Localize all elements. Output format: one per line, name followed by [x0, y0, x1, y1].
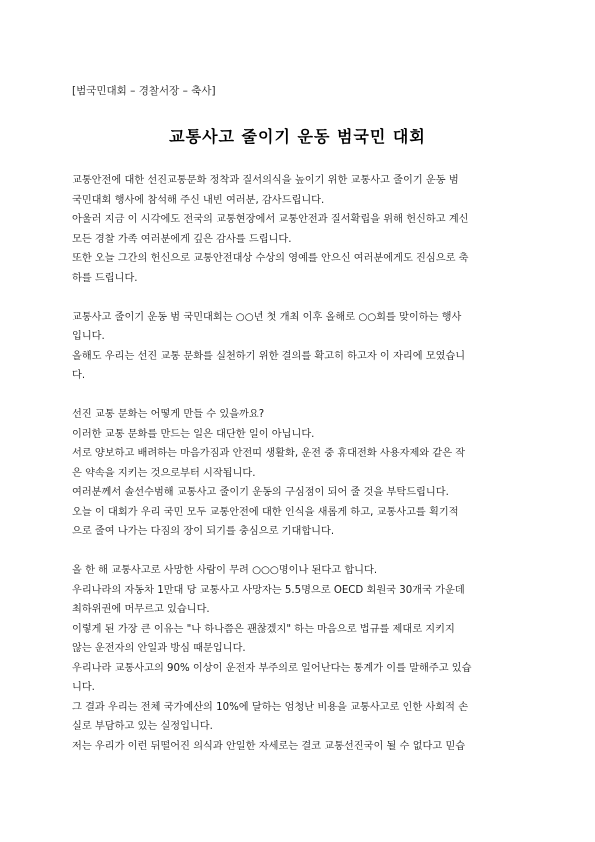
document-category-tag: [범국민대회 – 경찰서장 – 축사] — [72, 85, 216, 97]
text-line: 저는 우리가 이런 뒤떨어진 의식과 안일한 자세로는 결코 교통선진국이 될 수 없다고 믿습 — [72, 740, 466, 752]
paragraph-gap — [72, 542, 532, 562]
text-line: 교통안전에 대한 선진교통문화 정착과 질서의식을 높이기 위한 교통사고 줄이기 운동 범 — [72, 175, 459, 186]
text-line: 우리나라 교통사고의 90% 이상이 운전자 부주의로 일어난다는 통계가 이를 말해주고 있습 — [72, 662, 472, 674]
text-line: 으로 줄여 나가는 다짐의 장이 되기를 충심으로 기대합니다. — [72, 526, 335, 537]
text-line: 않는 운전자의 안일과 방심 때문입니다. — [72, 643, 246, 654]
text-line: 교통사고 줄이기 운동 범 국민대회는 ○○년 첫 개최 이후 올해로 ○○회를 맞이하는 행사 — [72, 311, 462, 323]
text-line: 올해도 우리는 선진 교통 문화를 실천하기 위한 결의를 확고히 하고자 이 자리에 모였습니 — [72, 350, 466, 362]
text-line: 우리나라의 자동차 1만대 당 교통사고 사망자는 5.5명으로 OECD 회원국 30개국 가운데 — [72, 584, 465, 596]
text-line: 모든 경찰 가족 여러분에게 깊은 감사를 드립니다. — [72, 233, 292, 245]
text-line: 이러한 교통 문화를 만드는 일은 대단한 일이 아닙니다. — [72, 428, 315, 440]
text-line: 그 결과 우리는 전체 국가예산의 10%에 달하는 엄청난 비용을 교통사고로 인한 사회적 손 — [72, 701, 469, 713]
document-title: 교통사고 줄이기 운동 범국민 대회 — [169, 127, 426, 146]
paragraph-statistics — [72, 561, 532, 756]
text-line: 니다. — [72, 682, 95, 693]
text-line: 여러분께서 솔선수범해 교통사고 줄이기 운동의 구심점이 되어 줄 것을 부탁드립니다. — [72, 487, 449, 498]
text-line: 아울러 지금 이 시각에도 전국의 교통현장에서 교통안전과 질서확립을 위해 헌신하고 계신 — [72, 214, 469, 225]
text-line: 오늘 이 대회가 우리 국민 모두 교통안전에 대한 인식을 새롭게 하고, 교통사고를 획기적 — [72, 506, 459, 518]
document-body — [72, 171, 532, 756]
paragraph-greeting — [72, 171, 532, 288]
paragraph-traffic-culture — [72, 405, 532, 542]
paragraph-gap — [72, 386, 532, 406]
text-line: 은 약속을 지키는 것으로부터 시작됩니다. — [72, 467, 256, 479]
text-line: 최하위권에 머무르고 있습니다. — [72, 604, 210, 615]
text-line: 또한 오늘 그간의 헌신으로 교통안전대상 수상의 영예를 안으신 여러분에게도 진심으로 축 — [72, 253, 469, 264]
text-line: 선진 교통 문화는 어떻게 만들 수 있을까요? — [72, 409, 265, 420]
paragraph-gap — [72, 288, 532, 308]
text-line: 올 한 해 교통사고로 사망한 사람이 무려 ○○○명이나 된다고 합니다. — [72, 565, 378, 576]
text-line: 다. — [72, 370, 86, 381]
text-line: 서로 양보하고 배려하는 마음가짐과 안전띠 생활화, 운전 중 휴대전화 사용자제와 같은 작 — [72, 448, 466, 459]
text-line: 국민대회 행사에 참석해 주신 내빈 여러분, 감사드립니다. — [72, 194, 325, 206]
text-line: 이렇게 된 가장 큰 이유는 "나 하나쯤은 괜찮겠지" 하는 마음으로 법규를 제대로 지키지 — [72, 623, 455, 635]
text-line: 실로 부담하고 있는 실정입니다. — [72, 721, 213, 732]
text-line: 하를 드립니다. — [72, 272, 138, 284]
text-line: 입니다. — [72, 331, 105, 342]
paragraph-event-history — [72, 308, 532, 386]
